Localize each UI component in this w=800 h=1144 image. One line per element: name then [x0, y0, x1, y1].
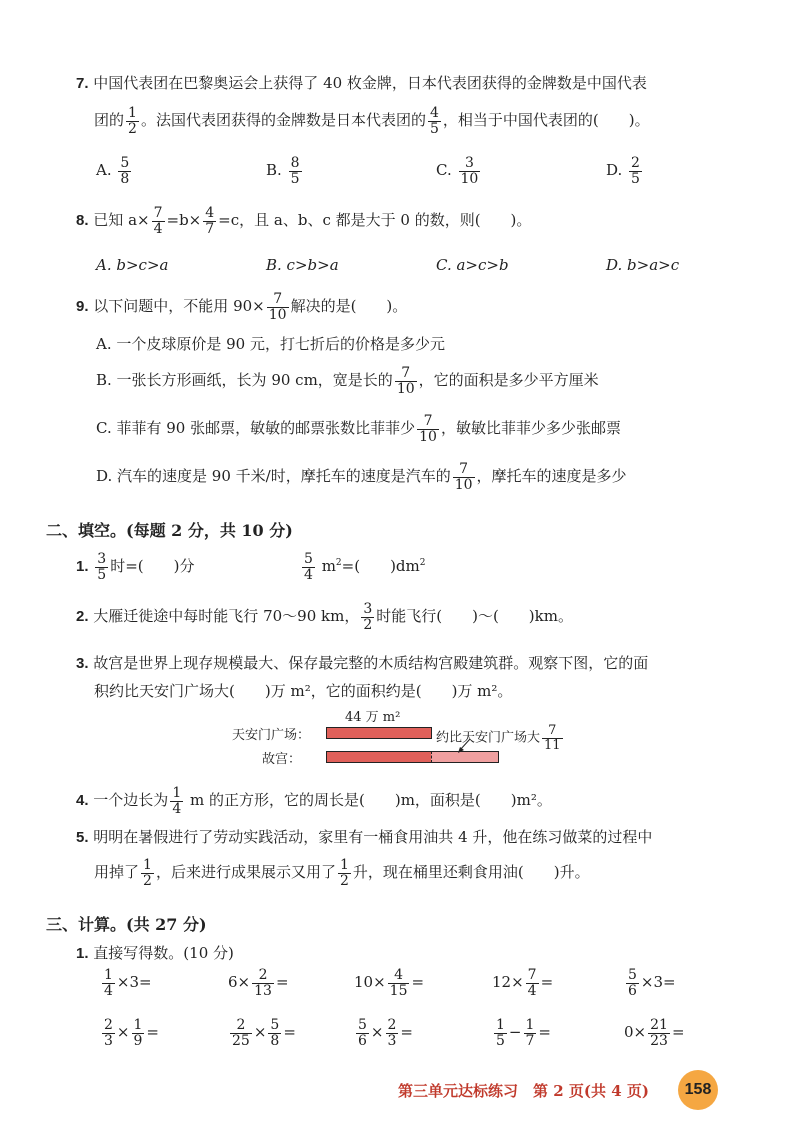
fill-2: 2. 大雁迁徙途中每时能飞行 70～90 km， $\frac{3}{2}$ 时能飞行( )～( )km。: [76, 601, 573, 633]
fill-4: 4. 一个边长为 $\frac{1}{4}$ m 的正方形，它的周长是( )m，面积是( )m²。: [76, 785, 552, 817]
page-number-badge: 158: [678, 1070, 718, 1110]
calc-item: 6× $\frac{2}{13}$ =: [228, 967, 289, 999]
calc-item: 12× $\frac{7}{4}$ =: [492, 967, 554, 999]
bar-label-tiananmen: 天安门广场：: [232, 728, 311, 743]
fill-5-line1: 5. 明明在暑假进行了劳动实践活动，家里有一桶食用油共 4 升，他在练习做菜的过程中: [76, 828, 653, 846]
question-7-line2: 团的 $\frac{1}{2}$ 。法国代表团获得的金牌数是日本代表团的 $\frac{4}{5}$ ，相当于中国代表团的( )。: [94, 105, 650, 137]
gugong-bar-base: [326, 751, 432, 763]
q7-option-b: B. $\frac{8}{5}$: [266, 155, 300, 187]
bar-note: 约比天安门广场大 $\frac{7}{11}$: [436, 723, 561, 753]
q9-option-c: C. 菲菲有 90 张邮票，敏敏的邮票张数比菲菲少 $\frac{7}{10}$ ，敏敏比菲菲少多少张邮票: [96, 413, 621, 445]
fraction: $\frac{4}{5}$: [429, 105, 439, 137]
q7-option-c: C. $\frac{3}{10}$: [436, 155, 479, 187]
calc-item: $\frac{2}{25}$ × $\frac{5}{8}$ =: [232, 1017, 296, 1049]
arrow-icon: [455, 738, 475, 754]
question-7-line1: 7. 中国代表团在巴黎奥运会上获得了 40 枚金牌，日本代表团获得的金牌数是中国代表: [76, 74, 647, 92]
q8-option-c: C. a>c>b: [436, 256, 509, 274]
fill-1b: $\frac{5}{4}$ $m^2=$( )$dm^2$: [304, 551, 426, 583]
q9-option-a: A. 一个皮球原价是 90 元，打七折后的价格是多少元: [96, 335, 445, 353]
calc-item: $\frac{1}{4}$ ×3=: [104, 967, 152, 999]
q7-option-d: D. $\frac{2}{5}$: [606, 155, 640, 187]
question-8: 8. 已知 a× $\frac{7}{4}$ =b× $\frac{4}{7}$ =c，且 a、b、c 都是大于 0 的数，则( )。: [76, 205, 532, 237]
q7-option-a: A. $\frac{5}{8}$: [96, 155, 130, 187]
footer-text: 第三单元达标练习 第 2 页(共 4 页): [398, 1082, 649, 1100]
q8-option-b: B. c>b>a: [266, 256, 339, 274]
q9-option-d: D. 汽车的速度是 90 千米/时，摩托车的速度是汽车的 $\frac{7}{10}$ ，摩托车的速度是多少: [96, 461, 627, 493]
q8-option-a: A. b>c>a: [96, 256, 169, 274]
bar-top-label: 44 万 m²: [345, 710, 401, 725]
fill-3-line2: 积约比天安门广场大( )万 m²，它的面积约是( )万 m²。: [94, 682, 513, 700]
question-9: 9. 以下问题中，不能用 90× $\frac{7}{10}$ 解决的是( )。: [76, 291, 408, 323]
tiananmen-bar: [326, 727, 432, 739]
calc-item: 10× $\frac{4}{15}$ =: [354, 967, 425, 999]
bar-label-gugong: 故宫：: [262, 752, 302, 767]
calc-1-title: 1. 直接写得数。(10 分): [76, 944, 234, 962]
fill-3-line1: 3. 故宫是世界上现存规模最大、保存最完整的木质结构宫殿建筑群。观察下图，它的面: [76, 654, 649, 672]
fill-1a: 1. $\frac{3}{5}$ 时=( )分: [76, 551, 195, 583]
section-2-title: 二、填空。(每题 2 分，共 10 分): [46, 521, 293, 540]
calc-item: $\frac{1}{5}$ − $\frac{1}{7}$ =: [496, 1017, 551, 1049]
q8-option-d: D. b>a>c: [606, 256, 680, 274]
calc-item: $\frac{5}{6}$ × $\frac{2}{3}$ =: [358, 1017, 413, 1049]
calc-item: 0× $\frac{21}{23}$ =: [624, 1017, 685, 1049]
section-3-title: 三、计算。(共 27 分): [46, 915, 207, 934]
q9-option-b: B. 一张长方形画纸，长为 90 cm，宽是长的 $\frac{7}{10}$ ，它的面积是多少平方厘米: [96, 365, 599, 397]
calc-item: $\frac{2}{3}$ × $\frac{1}{9}$ =: [104, 1017, 159, 1049]
calc-item: $\frac{5}{6}$ ×3=: [628, 967, 676, 999]
fill-5-line2: 用掉了 $\frac{1}{2}$ ，后来进行成果展示又用了 $\frac{1}{2}$ 升，现在桶里还剩食用油( )升。: [94, 857, 590, 889]
fraction: $\frac{1}{2}$: [128, 105, 137, 137]
